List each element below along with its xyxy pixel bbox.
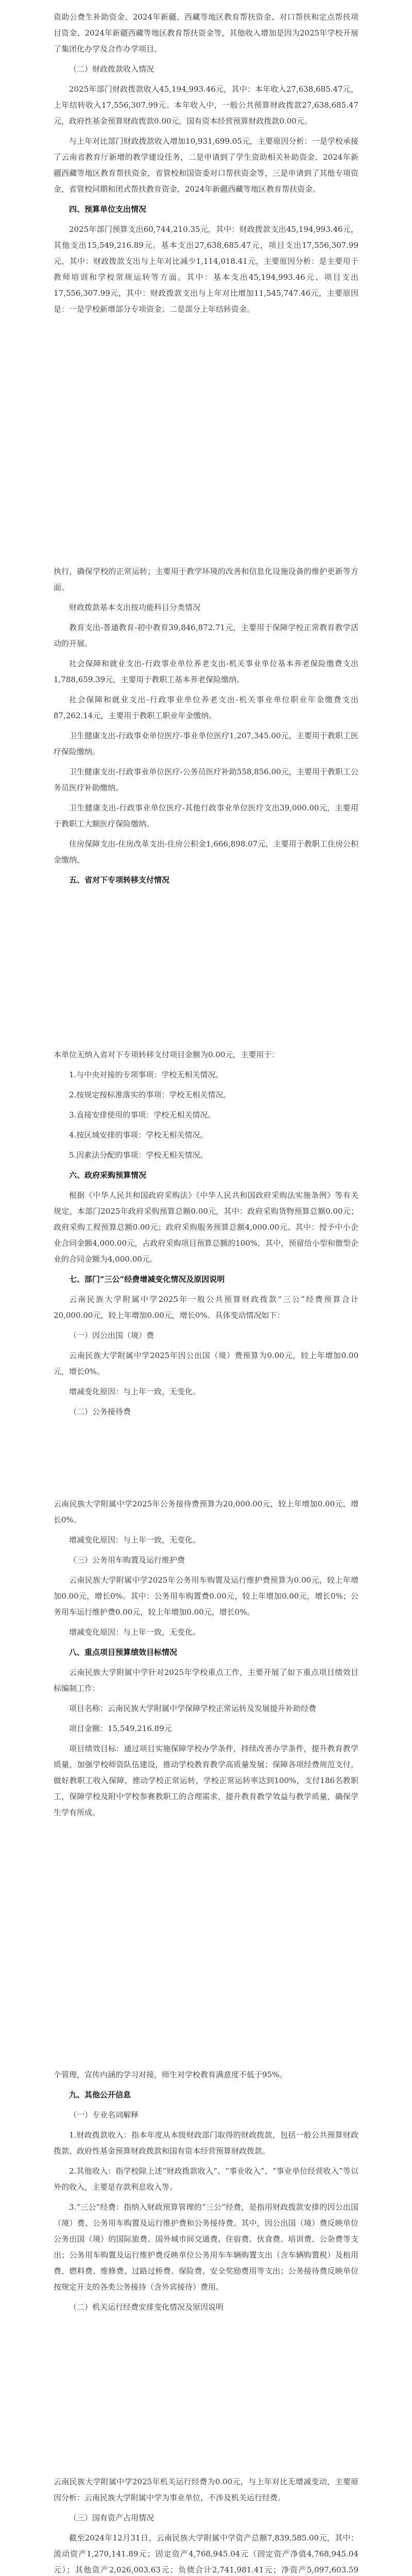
body-paragraph: 增减变化原因：与上年一致，无变化。: [69, 1628, 201, 1637]
body-paragraph: 云南民族大学附属中学2025年机关运行经费为0.00元，与上年对比无增减变动，主要原因分析：云南民族大学附属中学为事业单位，不涉及机关运行经费。: [54, 2477, 358, 2502]
body-paragraph: 项目金额：15,549,216.89元: [69, 1724, 172, 1733]
page-break-space: [54, 1825, 358, 2067]
subsection-heading: （一）专业名词解释: [69, 2110, 139, 2120]
body-paragraph: 云南民族大学附属中学2025年因公出国（境）费预算为0.00元，较上年增加0.00元，增长0%。: [54, 1351, 358, 1376]
body-paragraph: 1.与中央对接的专项事项：学校无相关情况。: [69, 1070, 224, 1079]
body-paragraph: 2025年部门财政拨款收入45,194,993.46元，其中：本年收入27,638,685.47元，上年结转收入17,556,307.99元。本年收入中，一般公共预算财政拨款27,638,685.47元，政府性基金预算财政拨款0.00元，国有资本经营预算财政拨款0.00元。: [54, 84, 358, 126]
body-paragraph: 本单位无纳入省对下专项转移支付项目金额为0.00元，主要用于：: [54, 1050, 280, 1059]
body-paragraph: 财政拨款基本支出按功能科目分类情况: [69, 603, 201, 612]
body-paragraph: 根据《中华人民共和国政府采购法》《中华人民共和国政府采购法实施条例》等有关规定，本部门2025年政府采购预算总额0.00元，其中：政府采购货物预算总额0.00元；政府采购工程预算总额0.00元；政府采购服务预算总额4,000.00元。其中：授予中小企业合同金额4,000.00元，占政府采购项目预算总额的100%，其中，预留给小型和微型企业的合同金额为4,000.00元。: [54, 1191, 358, 1264]
body-paragraph: 社会保障和就业支出-行政事业单位养老支出-机关事业单位职业年金缴费支出87,262.14元，主要用于教职工职业年金缴纳。: [54, 695, 358, 720]
subsection-heading: （三）公务用车购置及运行维护费: [69, 1555, 185, 1565]
body-paragraph: 截至2024年12月31日，云南民族大学附属中学资产总额7,839,585.00元，其中：流动资产1,270,141.89元；固定资产4,768,945.04元（固定资产净值4,768,945.04元）；其他资产2,026,003.63元；负债合计2,741,981.41元；净资产5,097,603.59: [54, 2533, 358, 2574]
section-heading: 七、部门“三公”经费增减变化情况及原因说明: [69, 1275, 225, 1284]
body-paragraph: 1.财政拨款收入：指本年度从本级财政部门取得的财政拨款，包括一般公共预算财政拨款、政府性基金预算财政拨款和国有资本经营预算财政拨款。: [54, 2130, 358, 2156]
body-paragraph: 云南民族大学附属中学2025年公务接待费预算为20,000.00元，较上年增加0.00元，增长0%。: [54, 1499, 358, 1524]
body-paragraph: 卫生健康支出-行政事业单位医疗-其他行政事业单位医疗支出39,000.00元，主要用于教职工大额医疗保险缴纳。: [54, 803, 358, 828]
section-heading: 五、省对下专项转移支付情况: [69, 875, 170, 885]
section-heading: 九、其他公开信息: [69, 2090, 131, 2099]
section-heading: 六、政府采购预算情况: [69, 1171, 147, 1180]
subsection-heading: （二）机关运行经费安排变化情况及原因说明: [69, 2302, 224, 2312]
intro-paragraph: 资助公费生补助资金、2024年新疆、西藏等地区教育帮扶资金、对口帮扶和定点帮扶项目资金、2024年新疆西藏等地区教育帮扶资金等，其他收入增加是因为2025年学校开展了集团化办学及合作办学项目。: [54, 12, 358, 54]
body-paragraph: 卫生健康支出-行政事业单位医疗-公务员医疗补助558,856.00元，主要用于教职工公务员医疗补助缴纳。: [54, 767, 358, 792]
body-paragraph: 5.因素法分配的事项：学校无相关情况。: [69, 1150, 208, 1160]
body-paragraph: 增减变化原因：与上年一致，无变化。: [69, 1535, 201, 1545]
body-paragraph: 2.其他收入：指学校除上述“财政拨款收入”、“事业收入”、“事业单位经营收入”等以外的收入，主要是存款利息收入等。: [54, 2166, 358, 2192]
body-paragraph: 3.“三公”经费：指纳入财政预算管理的“三公”经费，是指用财政拨款安排的因公出国（境）费、公务用车购置及运行维护费和公务接待费。其中，因公出国（境）费反映单位公务出国（境）的国际旅费、国外城市间交通费、住宿费、伙食费、培训费、公杂费等支出；公务用车购置及运行维护费反映单位公务用车车辆购置支出（含车辆购置税）及租用费、燃料费、维修费、过路过桥费、保险费、安全奖励费用等支出；公务接待费反映单位按规定开支的各类公务接待（含外宾接待）费用。: [54, 2202, 358, 2292]
page-break-space: [54, 321, 358, 564]
body-paragraph: 3.直接安排使用的事项：学校无相关情况。: [69, 1110, 216, 1120]
subsection-heading: （二）财政拨款收入情况: [69, 64, 154, 74]
body-paragraph: 教育支出-普通教育-初中教育39,846,872.71元，主要用于保障学校正常教育教学活动的开展。: [54, 623, 358, 648]
page-break-space: [54, 892, 358, 1047]
page-break-space: [54, 2319, 358, 2474]
body-paragraph: 云南民族大学附属中学针对2025年学校重点工作，主要开展了如下重点项目绩效目标编制工作：: [54, 1668, 358, 1693]
section-heading: 四、预算单位支出情况: [69, 205, 147, 214]
body-paragraph: 卫生健康支出-行政事业单位医疗-事业单位医疗1,207,345.00元，主要用于教职工医疗保险缴纳。: [54, 731, 358, 756]
body-paragraph: 2025年部门预算支出60,744,210.35元，其中：财政拨款支出45,194,993.46元，其他支出15,549,216.89元。基本支出27,638,685.47元，项目支出17,556,307.99元，其中：财政拨款支出与上年对比减少1,114,018.41元，主要原因分析：是主要用于教师培训和学校常规运转等方面。其中：基本支出45,194,993.46元、项目支出17,556,307.99元，其中：财政拨款支出与上年对比增加11,545,747.46元，主要原因是：一是学校新增部分专项资金；二是部分上年结转资金。: [54, 225, 358, 314]
body-paragraph: 项目绩效目标：通过项目实施保障学校办学条件，持续改善办学条件，提升教育教学质量，加强学校师资队伍建设，推动学校教育教学高质量发展；保障各项经费规范支付，做好教职工收入保障，推动学校正常运转，学校正常运转率达到100%，支付186名教职工，保障学校及附中学校参赛教职工的合理需求，提升教育教学效益与教学质量，确保学生学有所成。: [54, 1744, 358, 1817]
body-paragraph: 个管理，宣传内涵的学习对接，师生对学校教育满意度不低于95%。: [54, 2070, 287, 2079]
body-paragraph: 云南民族大学附属中学2025年一般公共预算财政拨款“三公”经费预算合计20,000.00元，较上年增加0.00元，增长0%。具体变动情况如下：: [54, 1295, 358, 1320]
page-break-space: [54, 1424, 358, 1496]
body-paragraph: 住房保障支出-住房改革支出-住房公积金1,666,898.07元，主要用于教职工住房公积金缴纳。: [54, 839, 358, 865]
body-paragraph: 与上年对比部门财政拨款收入增加10,931,699.05元，主要原因分析：一是学校承接了云南省教育厅新增的教学建设任务，二是申请到了学生资助相关补助资金、2024年新疆西藏等地区教育帮扶资金，省管校和国资委对口帮扶资金等，三是申请到了其他专项资金，省管校同期和团式帮扶教育资金，2024年新疆西藏等地区教育帮扶资金。: [54, 137, 358, 194]
body-paragraph: 云南民族大学附属中学2025年公务用车购置及运行维护费预算为0.00元，较上年增加0.00元，增长0%。其中：公务用车购置费0.00元，较上年增加0.00元，增长0%；公务用车运行维护费0.00元，较上年增加0.00元，增长0%。: [54, 1575, 358, 1617]
body-paragraph: 执行，确保学校的正常运转；主要用于教学环境的改善和信息化设施设备的维护更新等方面。: [54, 567, 358, 592]
body-paragraph: 4.按区域安排的事项：学校无相关情况。: [69, 1130, 208, 1140]
body-paragraph: 增减变化原因：与上年一致，无变化。: [69, 1387, 201, 1396]
subsection-heading: （二）公务接待费: [69, 1407, 131, 1416]
body-paragraph: 社会保障和就业支出-行政事业单位养老支出-机关事业单位基本养老保险缴费支出1,788,659.39元，主要用于教职工基本养老保险缴纳。: [54, 659, 358, 684]
body-paragraph: 2.按规定按标准落实的事项：学校无相关情况。: [69, 1090, 231, 1099]
subsection-heading: （一）因公出国（境）费: [69, 1331, 154, 1340]
section-heading: 八、重点项目预算绩效目标情况: [69, 1648, 178, 1657]
body-paragraph: 项目名称：云南民族大学附属中学保障学校正常运转及发展提升补助经费: [69, 1704, 317, 1713]
subsection-heading: （三）国有资产占用情况: [69, 2513, 154, 2522]
